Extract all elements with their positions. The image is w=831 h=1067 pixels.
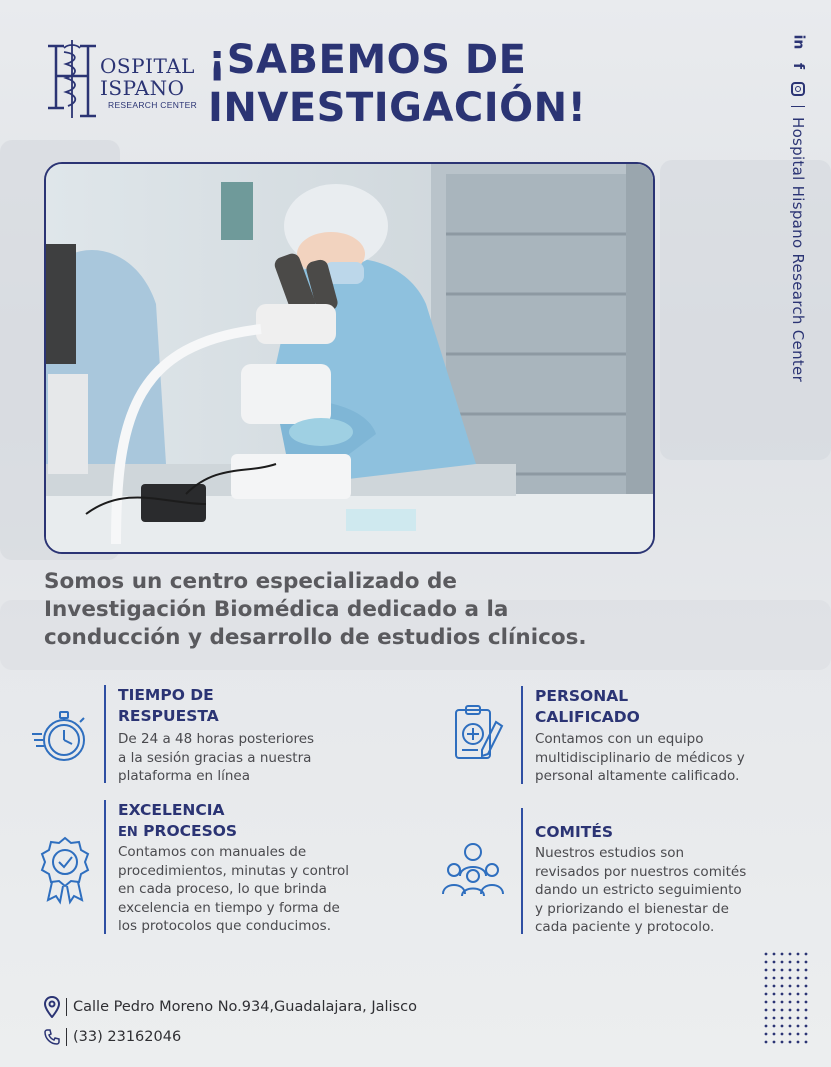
feature-body-line: cada paciente y protocolo. [535,919,715,935]
decorative-dot [805,985,808,988]
footer-separator [66,1028,67,1046]
decorative-dot [797,993,800,996]
feature-title-line-2: RESPUESTA [118,707,219,725]
headline [208,36,586,132]
tagline-line-3: conducción y desarrollo de estudios clínicos. [44,625,587,650]
footer-separator [66,998,67,1016]
feature-title-line-1: COMITÉS [535,823,614,841]
decorative-dot [765,1025,768,1028]
decorative-dot [797,985,800,988]
decorative-dot [789,969,792,972]
feature-title [118,685,219,727]
decorative-dot [789,961,792,964]
feature-committees [521,808,821,936]
feature-body-line: plataforma en línea [118,768,250,784]
feature-body-line: a la sesión gracias a nuestra [118,749,312,766]
instagram-icon[interactable] [791,82,805,96]
feature-body-line: Nuestros estudios son [535,845,685,861]
logo-subtitle: RESEARCH CENTER [108,100,198,110]
decorative-dot [805,977,808,980]
feature-qualified-staff [521,686,821,786]
decorative-dot [797,1017,800,1020]
feature-body-line: Contamos con un equipo [535,731,704,747]
decorative-dot [781,1009,784,1012]
feature-title-line-2 [118,821,237,843]
decorative-dot [773,977,776,980]
feature-body-line: De 24 a 48 horas posteriores [118,731,315,747]
decorative-dot [781,1041,784,1044]
decorative-dot [781,977,784,980]
feature-title-line-2: CALIFICADO [535,708,640,726]
decorative-dot [773,1017,776,1020]
feature-body-line: revisados por nuestros comités [535,863,747,880]
decorative-dot [773,969,776,972]
decorative-dot [773,953,776,956]
decorative-dot [765,1009,768,1012]
headline-line-1: ¡SABEMOS DE [208,37,527,83]
phone-number[interactable]: (33) 23162046 [73,1029,182,1045]
footer-phone [44,1028,181,1046]
feature-body [535,730,745,786]
decorative-dot [765,977,768,980]
decorative-dot [773,1009,776,1012]
decorative-dot [805,953,808,956]
decorative-dot [773,1033,776,1036]
feature-body-line: procedimientos, minutas y control [118,862,350,879]
decorative-dot [789,993,792,996]
decorative-dot [805,1001,808,1004]
decorative-dot [797,1009,800,1012]
location-pin-icon [44,996,60,1018]
feature-body-line: Contamos con manuales de [118,844,307,860]
lab-photo [44,162,655,554]
decorative-dot [773,1025,776,1028]
decorative-dot [789,1001,792,1004]
decorative-dot [797,953,800,956]
decorative-dot [805,1033,808,1036]
linkedin-icon[interactable]: in [789,34,806,50]
feature-title-line-1: TIEMPO DE [118,686,214,704]
logo-text-hispano: ISPANO [100,76,185,100]
decorative-dot [797,1001,800,1004]
tagline-line-1: Somos un centro especializado de [44,569,457,594]
decorative-dot [789,1017,792,1020]
feature-title-line-1: EXCELENCIA [118,801,225,819]
decorative-dot [797,961,800,964]
decorative-dot [781,961,784,964]
decorative-dot [781,1001,784,1004]
decorative-dot [765,1033,768,1036]
decorative-dot [805,1041,808,1044]
award-badge-icon [36,834,94,910]
feature-response-time [104,685,404,785]
decorative-dot [773,985,776,988]
feature-divider [521,686,523,784]
feature-body-line: excelencia en tiempo y forma de [118,899,340,916]
decorative-dot [805,1017,808,1020]
decorative-dot [805,1009,808,1012]
decorative-dot [789,1041,792,1044]
feature-body-line: personal altamente calificado. [535,768,740,784]
decorative-dot [789,977,792,980]
decorative-dot [765,1001,768,1004]
decorative-dot [765,985,768,988]
decorative-dot [805,1025,808,1028]
tagline [44,568,664,652]
decorative-dot [765,953,768,956]
feature-title-part: PROCESOS [137,822,238,840]
decorative-dot [789,1033,792,1036]
decorative-dot [781,1017,784,1020]
decorative-dot [789,985,792,988]
feature-body [118,843,349,936]
social-bar [788,34,808,382]
social-handle: Hospital Hispano Research Center [789,117,807,383]
decorative-dot [765,1041,768,1044]
decorative-dot [773,993,776,996]
feature-body-line: los protocolos que conducimos. [118,918,331,934]
decorative-dot [797,1025,800,1028]
feature-divider [104,685,106,783]
caduceus-logo-mark [44,38,104,122]
feature-body-line: multidisciplinario de médicos y [535,749,745,766]
logo-text-hospital: OSPITAL [100,54,195,78]
feature-title-small: EN [118,825,138,840]
decorative-dot [781,993,784,996]
hospital-logo [44,38,198,122]
feature-divider [521,808,523,934]
decorative-dot [805,993,808,996]
headline-line-2: INVESTIGACIÓN! [208,85,587,131]
tagline-line-2: Investigación Biomédica dedicado a la [44,597,509,622]
decorative-dot [765,969,768,972]
decorative-dot [781,953,784,956]
footer-address [44,996,417,1018]
feature-divider [104,800,106,934]
feature-title [118,800,237,843]
decorative-dot [773,1041,776,1044]
decorative-dot [781,969,784,972]
feature-body-line: en cada proceso, lo que brinda [118,881,327,897]
feature-body [118,730,314,786]
medical-clipboard-icon [448,702,510,768]
decorative-dot [781,1025,784,1028]
stopwatch-icon [30,706,92,772]
phone-icon [44,1029,60,1045]
feature-body [535,844,746,937]
facebook-icon[interactable]: f [790,62,806,70]
team-icon [440,840,506,902]
feature-title-line-1: PERSONAL [535,687,629,705]
decorative-dot [781,985,784,988]
address-text[interactable]: Calle Pedro Moreno No.934,Guadalajara, Jalisco [73,999,417,1015]
social-divider [791,106,805,107]
feature-title [535,822,613,843]
decorative-dot [773,1001,776,1004]
decorative-dot [765,1017,768,1020]
feature-title [535,686,640,728]
decorative-dot [765,993,768,996]
feature-body-line: y priorizando el bienestar de [535,900,729,917]
decorative-dot [781,1033,784,1036]
decorative-dot [773,961,776,964]
dot-grid-decoration [762,950,810,1050]
feature-process-excellence [104,800,424,935]
decorative-dot [797,1033,800,1036]
feature-body-line: dando un estricto seguimiento [535,882,742,898]
decorative-dot [789,1009,792,1012]
lab-scene-illustration [46,164,655,554]
decorative-dot [789,1025,792,1028]
decorative-dot [797,969,800,972]
decorative-dot [765,961,768,964]
decorative-dot [805,961,808,964]
decorative-dot [797,1041,800,1044]
decorative-dot [789,953,792,956]
decorative-dot [797,977,800,980]
decorative-dot [805,969,808,972]
